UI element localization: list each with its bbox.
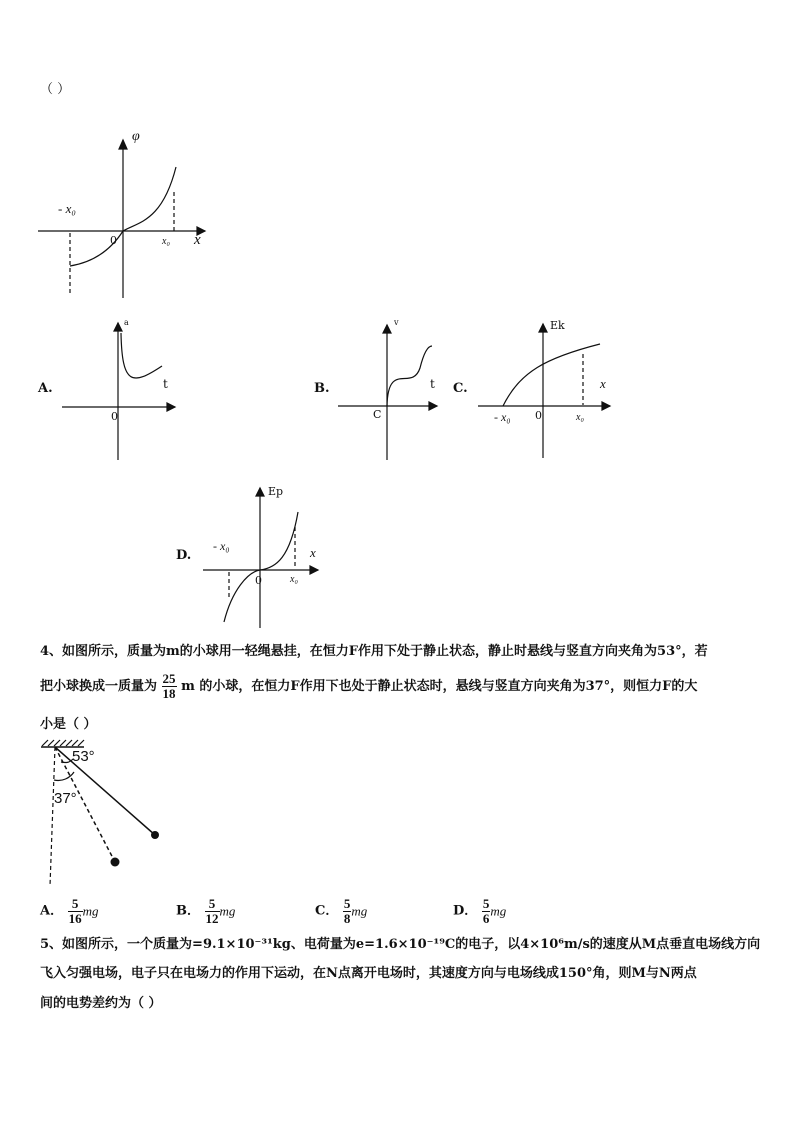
phi-axis-label: φ	[132, 129, 140, 144]
option-a-label: A.	[38, 381, 53, 396]
angle-53-label: 53°	[72, 748, 95, 765]
option-b-origin: C	[373, 408, 382, 421]
option-d-label: D.	[176, 548, 192, 563]
q4-line3: 小是（ ）	[40, 717, 97, 732]
option-b-label: B.	[314, 381, 330, 396]
q5-line2: 飞入匀强电场，电子只在电场力的作用下运动，在N点离开电场时，其速度方向与电场线成150°角，则M与N两点	[40, 966, 697, 981]
option-a-x-label: t	[163, 377, 168, 391]
x-axis-label: x	[194, 232, 201, 248]
neg-x0-label: - x₀	[58, 201, 76, 216]
option-d-origin: 0	[255, 574, 262, 587]
option-d-y-label: Ep	[268, 485, 284, 498]
option-b-y-label: v	[394, 318, 399, 327]
q4-choice-b: B． $\frac{5}{12}$ mg	[176, 896, 236, 926]
option-d-x-label: x	[310, 545, 316, 560]
q4-mass-fraction: $\frac{25}{18}$	[162, 671, 176, 701]
pos-x0-label: x₀	[162, 236, 170, 247]
q4-choice-a: A． $\frac{5}{16}$ mg	[40, 896, 99, 926]
option-d-pos-x0: x₀	[290, 574, 298, 585]
option-c-x-label: x	[600, 376, 606, 391]
q5-line1: 5、如图所示，一个质量为=9.1×10⁻³¹kg、电荷量为e=1.6×10⁻¹⁹C的电子，以4×10⁶m/s的速度从M点垂直电场线方向	[40, 937, 761, 952]
option-c-label: C.	[453, 381, 468, 396]
q4-line1: 4、如图所示，质量为m的小球用一轻绳悬挂，在恒力F作用下处于静止状态，静止时悬线与竖直方向夹角为53°，若	[40, 644, 708, 659]
option-c-origin: 0	[535, 409, 542, 422]
option-c-pos-x0: x₀	[576, 412, 584, 423]
q4-choice-d: D． $\frac{5}{6}$ mg	[453, 896, 507, 926]
q4-line2-pre: 把小球换成一质量为	[40, 679, 158, 694]
q3-answer-bracket: （ ）	[40, 82, 71, 97]
angle-37-label: 37°	[54, 790, 77, 807]
option-d-neg-x0: - x₀	[213, 539, 230, 553]
option-c-y-label: Ek	[550, 319, 565, 332]
option-a-origin: 0	[111, 410, 118, 423]
option-b-x-label: t	[430, 377, 435, 391]
option-c-neg-x0: - x₀	[494, 410, 511, 424]
q4-line2-post: m 的小球，在恒力F作用下也处于静止状态时，悬线与竖直方向夹角为37°，则恒力F的大	[181, 679, 698, 694]
origin-label: 0	[110, 234, 117, 247]
q4-choice-c: C． $\frac{5}{8}$ mg	[315, 896, 368, 926]
q5-line3: 间的电势差约为（ ）	[40, 996, 162, 1011]
option-a-y-label: a	[124, 318, 129, 327]
